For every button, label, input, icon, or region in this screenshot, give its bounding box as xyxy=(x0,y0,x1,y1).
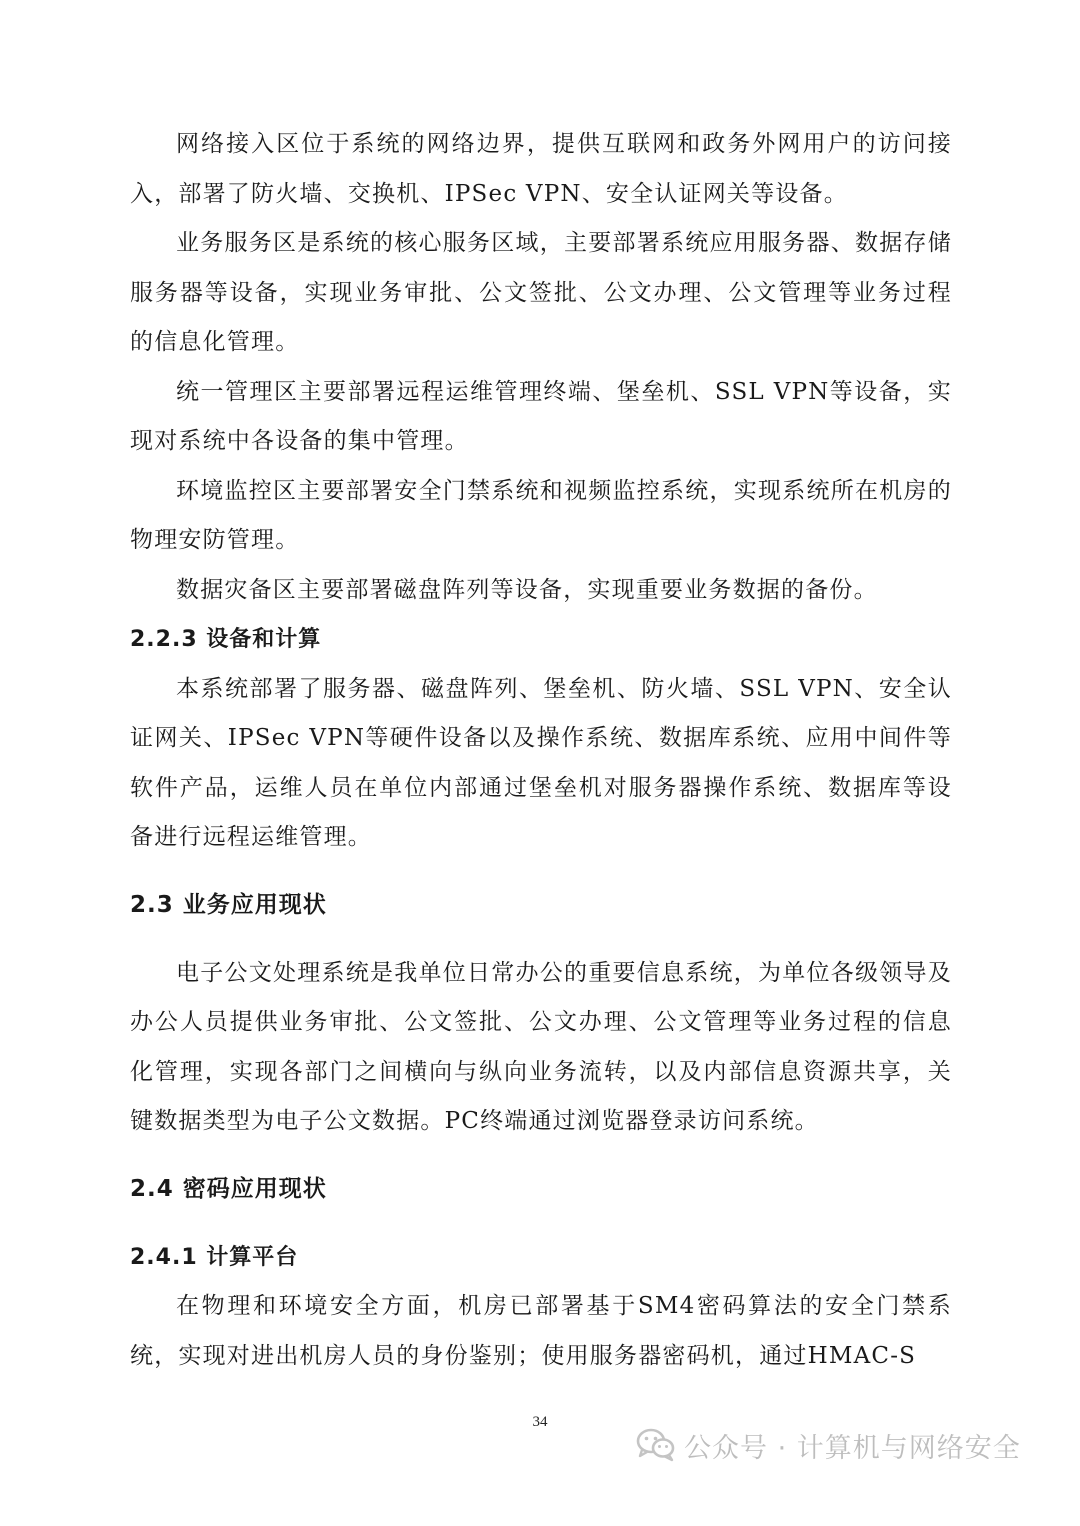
paragraph-business-application-status: 电子公文处理系统是我单位日常办公的重要信息系统，为单位各级领导及办公人员提供业务审批、公文签批、公文办理、公文管理等业务过程的信息化管理，实现各部门之间横向与纵向业务流转，以及内部信息资源共享，关键数据类型为电子公文数据。PC终端通过浏览器登录访问系统。 xyxy=(130,959,952,1134)
section-heading-2-4-1: 2.4.1 计算平台 xyxy=(130,1244,299,1270)
paragraph-unified-management-zone: 统一管理区主要部署远程运维管理终端、堡垒机、SSL VPN等设备，实现对系统中各设备的集中管理。 xyxy=(130,378,952,454)
paragraph-devices-and-computing: 本系统部署了服务器、磁盘阵列、堡垒机、防火墙、SSL VPN、安全认证网关、IPSec VPN等硬件设备以及操作系统、数据库系统、应用中间件等软件产品，运维人员在单位内部通过堡垒机对服务器操作系统、数据库等设备进行远程运维管理。 xyxy=(130,675,952,850)
wechat-icon xyxy=(636,1428,676,1462)
page-number: 34 xyxy=(532,1414,548,1430)
watermark-text: 公众号 · 计算机与网络安全 xyxy=(684,1432,1021,1464)
paragraph-network-access-zone: 网络接入区位于系统的网络边界，提供互联网和政务外网用户的访问接入，部署了防火墙、交换机、IPSec VPN、安全认证网关等设备。 xyxy=(130,131,952,207)
paragraph-computing-platform: 在物理和环境安全方面，机房已部署基于SM4密码算法的安全门禁系统，实现对进出机房人员的身份鉴别；使用服务器密码机，通过HMAC-S xyxy=(130,1293,952,1369)
paragraph-data-backup-zone: 数据灾备区主要部署磁盘阵列等设备，实现重要业务数据的备份。 xyxy=(176,576,878,603)
section-heading-2-4: 2.4 密码应用现状 xyxy=(130,1175,327,1202)
page-content xyxy=(130,120,952,1381)
section-heading-2-3: 2.3 业务应用现状 xyxy=(130,891,327,918)
section-heading-2-2-3: 2.2.3 设备和计算 xyxy=(130,627,322,652)
paragraph-environment-monitoring-zone: 环境监控区主要部署安全门禁系统和视频监控系统，实现系统所在机房的物理安防管理。 xyxy=(130,477,952,553)
paragraph-business-service-zone: 业务服务区是系统的核心服务区域，主要部署系统应用服务器、数据存储服务器等设备，实现业务审批、公文签批、公文办理、公文管理等业务过程的信息化管理。 xyxy=(130,230,952,355)
watermark xyxy=(636,1420,1021,1470)
